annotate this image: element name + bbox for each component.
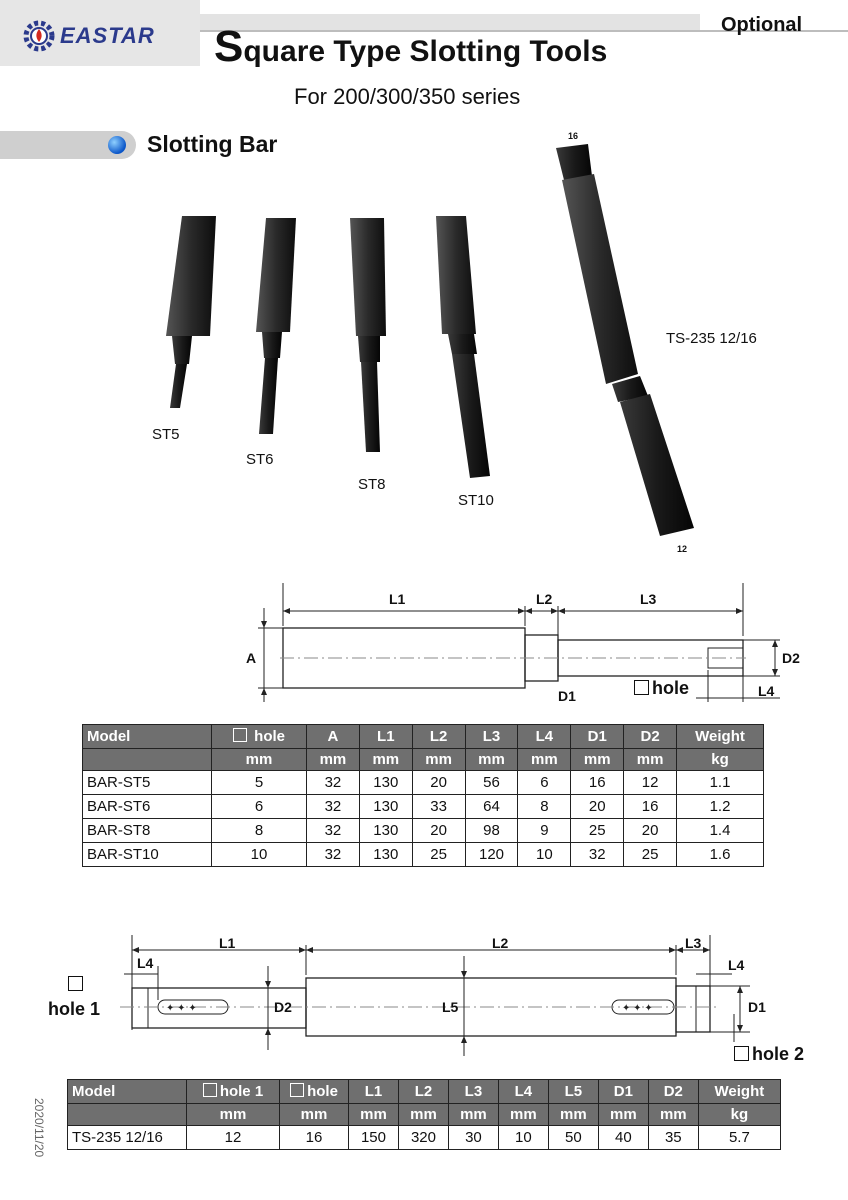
- cell: 20: [624, 819, 677, 843]
- unit-cell: mm: [398, 1104, 448, 1126]
- dim1-L3: L3: [640, 591, 657, 607]
- cell: 130: [359, 771, 412, 795]
- square-hole-icon: [734, 1046, 749, 1061]
- dim1-L1: L1: [389, 591, 406, 607]
- cell: 320: [398, 1126, 448, 1150]
- cell: 6: [518, 771, 571, 795]
- table-row: [83, 771, 764, 795]
- tool-st6: [256, 218, 296, 434]
- col-hole: [280, 1080, 349, 1104]
- unit-cell: mm: [412, 749, 465, 771]
- dim2-L2: L2: [492, 935, 509, 951]
- col-a: A: [307, 725, 360, 749]
- cell: 25: [624, 843, 677, 867]
- cell: 5: [212, 771, 307, 795]
- cell: 130: [359, 795, 412, 819]
- col-l1: L1: [359, 725, 412, 749]
- page-subtitle: For 200/300/350 series: [294, 84, 521, 109]
- cell: 10: [518, 843, 571, 867]
- table-row: [83, 843, 764, 867]
- cell: 32: [307, 819, 360, 843]
- label-st10: ST10: [458, 492, 494, 509]
- col-l3: L3: [465, 725, 518, 749]
- optional-label: Optional: [721, 14, 803, 36]
- cell: 5.7: [698, 1126, 780, 1150]
- cell: 130: [359, 819, 412, 843]
- unit-cell: mm: [548, 1104, 598, 1126]
- cell: 35: [648, 1126, 698, 1150]
- unit-cell: mm: [448, 1104, 498, 1126]
- cell: BAR-ST10: [83, 843, 212, 867]
- cell: 10: [498, 1126, 548, 1150]
- cell: 1.2: [677, 795, 764, 819]
- col-l2: L2: [412, 725, 465, 749]
- cell: 30: [448, 1126, 498, 1150]
- label-st8: ST8: [358, 476, 386, 493]
- label-st5: ST5: [152, 426, 180, 443]
- cell: 20: [412, 819, 465, 843]
- cell: 50: [548, 1126, 598, 1150]
- col-l5: L5: [548, 1080, 598, 1104]
- dim2-L5: L5: [442, 999, 459, 1015]
- cell: BAR-ST6: [83, 795, 212, 819]
- cell: 16: [624, 795, 677, 819]
- cell: 8: [518, 795, 571, 819]
- col-weight: Weight: [677, 725, 764, 749]
- square-hole-icon: [634, 680, 649, 695]
- brand-logo: [22, 16, 172, 56]
- dim2-hole2-text: hole 2: [752, 1044, 805, 1064]
- cell: 32: [307, 843, 360, 867]
- label-ts235: TS-235 12/16: [666, 330, 757, 347]
- bar-dimension-diagram: [240, 578, 800, 710]
- unit-cell: mm: [349, 1104, 399, 1126]
- cell: 8: [212, 819, 307, 843]
- table-row: [68, 1126, 781, 1150]
- unit-cell: mm: [624, 749, 677, 771]
- col-hole-text: hole: [307, 1083, 338, 1100]
- dim1-A: A: [246, 650, 257, 666]
- table-header-row: [83, 725, 764, 749]
- col-l1: L1: [349, 1080, 399, 1104]
- title-rest: quare Type Slotting Tools: [243, 35, 608, 68]
- bar-spec-table: [82, 724, 764, 867]
- dim1-hole-text: hole: [652, 678, 690, 698]
- table-row: [83, 819, 764, 843]
- unit-cell: mm: [359, 749, 412, 771]
- dim2-D1: D1: [748, 999, 766, 1015]
- cell: 20: [412, 771, 465, 795]
- ts235-dimension-diagram: [100, 930, 760, 1070]
- col-model: Model: [83, 725, 212, 749]
- ts235-spec-table: [67, 1079, 781, 1150]
- cell: 33: [412, 795, 465, 819]
- dim1-D2: D2: [782, 650, 800, 666]
- dim1-D1: D1: [558, 688, 576, 704]
- cell: 9: [518, 819, 571, 843]
- section-title: Slotting Bar: [147, 131, 278, 157]
- cell: 32: [571, 843, 624, 867]
- cell: 150: [349, 1126, 399, 1150]
- col-weight: Weight: [698, 1080, 780, 1104]
- cell: BAR-ST5: [83, 771, 212, 795]
- cell: 25: [571, 819, 624, 843]
- dim2-hole1: hole 1: [48, 999, 101, 1019]
- cell: 12: [624, 771, 677, 795]
- cell: 40: [598, 1126, 648, 1150]
- col-hole: [212, 725, 307, 749]
- table-unit-row: [83, 749, 764, 771]
- col-l2: L2: [398, 1080, 448, 1104]
- cell: 20: [571, 795, 624, 819]
- svg-text:✦ ✦ ✦: ✦ ✦ ✦: [622, 1003, 653, 1014]
- cell: 120: [465, 843, 518, 867]
- brand-name: EASTAR: [60, 23, 155, 48]
- table-row: [83, 795, 764, 819]
- col-l4: L4: [498, 1080, 548, 1104]
- tool-st10: [436, 216, 490, 478]
- unit-cell: mm: [280, 1104, 349, 1126]
- cell: 10: [212, 843, 307, 867]
- square-hole-icon: [203, 1083, 217, 1097]
- unit-cell: mm: [307, 749, 360, 771]
- tool-st5: [166, 216, 216, 408]
- cell: 25: [412, 843, 465, 867]
- col-d1: D1: [598, 1080, 648, 1104]
- dim2-L4-left: L4: [137, 955, 154, 971]
- tools-photo: [0, 140, 848, 570]
- unit-cell: mm: [518, 749, 571, 771]
- col-l4: L4: [518, 725, 571, 749]
- unit-cell: mm: [598, 1104, 648, 1126]
- dim1-L2: L2: [536, 591, 553, 607]
- svg-text:✦ ✦ ✦: ✦ ✦ ✦: [166, 1003, 197, 1014]
- dim2-L3: L3: [685, 935, 702, 951]
- cell: 1.1: [677, 771, 764, 795]
- unit-cell: mm: [465, 749, 518, 771]
- col-hole1-text: hole 1: [219, 1083, 264, 1100]
- col-d2: D2: [648, 1080, 698, 1104]
- unit-cell: mm: [187, 1104, 280, 1126]
- unit-cell: [83, 749, 212, 771]
- col-hole1: [187, 1080, 280, 1104]
- label-bottom-12: 12: [677, 544, 688, 554]
- cell: 32: [307, 795, 360, 819]
- unit-cell: [68, 1104, 187, 1126]
- square-hole-icon: [290, 1083, 304, 1097]
- gear-logo-icon: [22, 19, 56, 53]
- unit-cell: mm: [648, 1104, 698, 1126]
- dim1-hole: [634, 678, 689, 699]
- dim1-L4: L4: [758, 683, 775, 699]
- cell: 1.4: [677, 819, 764, 843]
- unit-cell: mm: [212, 749, 307, 771]
- dim2-L4-right: L4: [728, 957, 745, 973]
- cell: 1.6: [677, 843, 764, 867]
- cell: 98: [465, 819, 518, 843]
- title-initial: S: [214, 22, 244, 71]
- label-st6: ST6: [246, 451, 274, 468]
- unit-cell: mm: [571, 749, 624, 771]
- col-hole-text: hole: [254, 728, 285, 745]
- cell: 16: [571, 771, 624, 795]
- cell: 16: [280, 1126, 349, 1150]
- page-title: [214, 22, 607, 72]
- footer-date: 2020/11/20: [32, 1098, 46, 1158]
- unit-cell: mm: [498, 1104, 548, 1126]
- cell: 6: [212, 795, 307, 819]
- unit-cell: kg: [677, 749, 764, 771]
- cell: 12: [187, 1126, 280, 1150]
- cell: 56: [465, 771, 518, 795]
- label-top-16: 16: [568, 131, 579, 141]
- hole1-square-icon: [68, 976, 86, 995]
- col-d2: D2: [624, 725, 677, 749]
- cell: 32: [307, 771, 360, 795]
- dim2-hole2: [734, 1044, 804, 1065]
- unit-cell: kg: [698, 1104, 780, 1126]
- col-l3: L3: [448, 1080, 498, 1104]
- col-model: Model: [68, 1080, 187, 1104]
- col-d1: D1: [571, 725, 624, 749]
- table-header-row: [68, 1080, 781, 1104]
- table-unit-row: [68, 1104, 781, 1126]
- dim2-D2: D2: [274, 999, 292, 1015]
- cell: 64: [465, 795, 518, 819]
- dim2-L1: L1: [219, 935, 236, 951]
- cell: 130: [359, 843, 412, 867]
- square-hole-icon: [233, 728, 247, 742]
- cell: BAR-ST8: [83, 819, 212, 843]
- cell: TS-235 12/16: [68, 1126, 187, 1150]
- tool-st8: [350, 218, 386, 452]
